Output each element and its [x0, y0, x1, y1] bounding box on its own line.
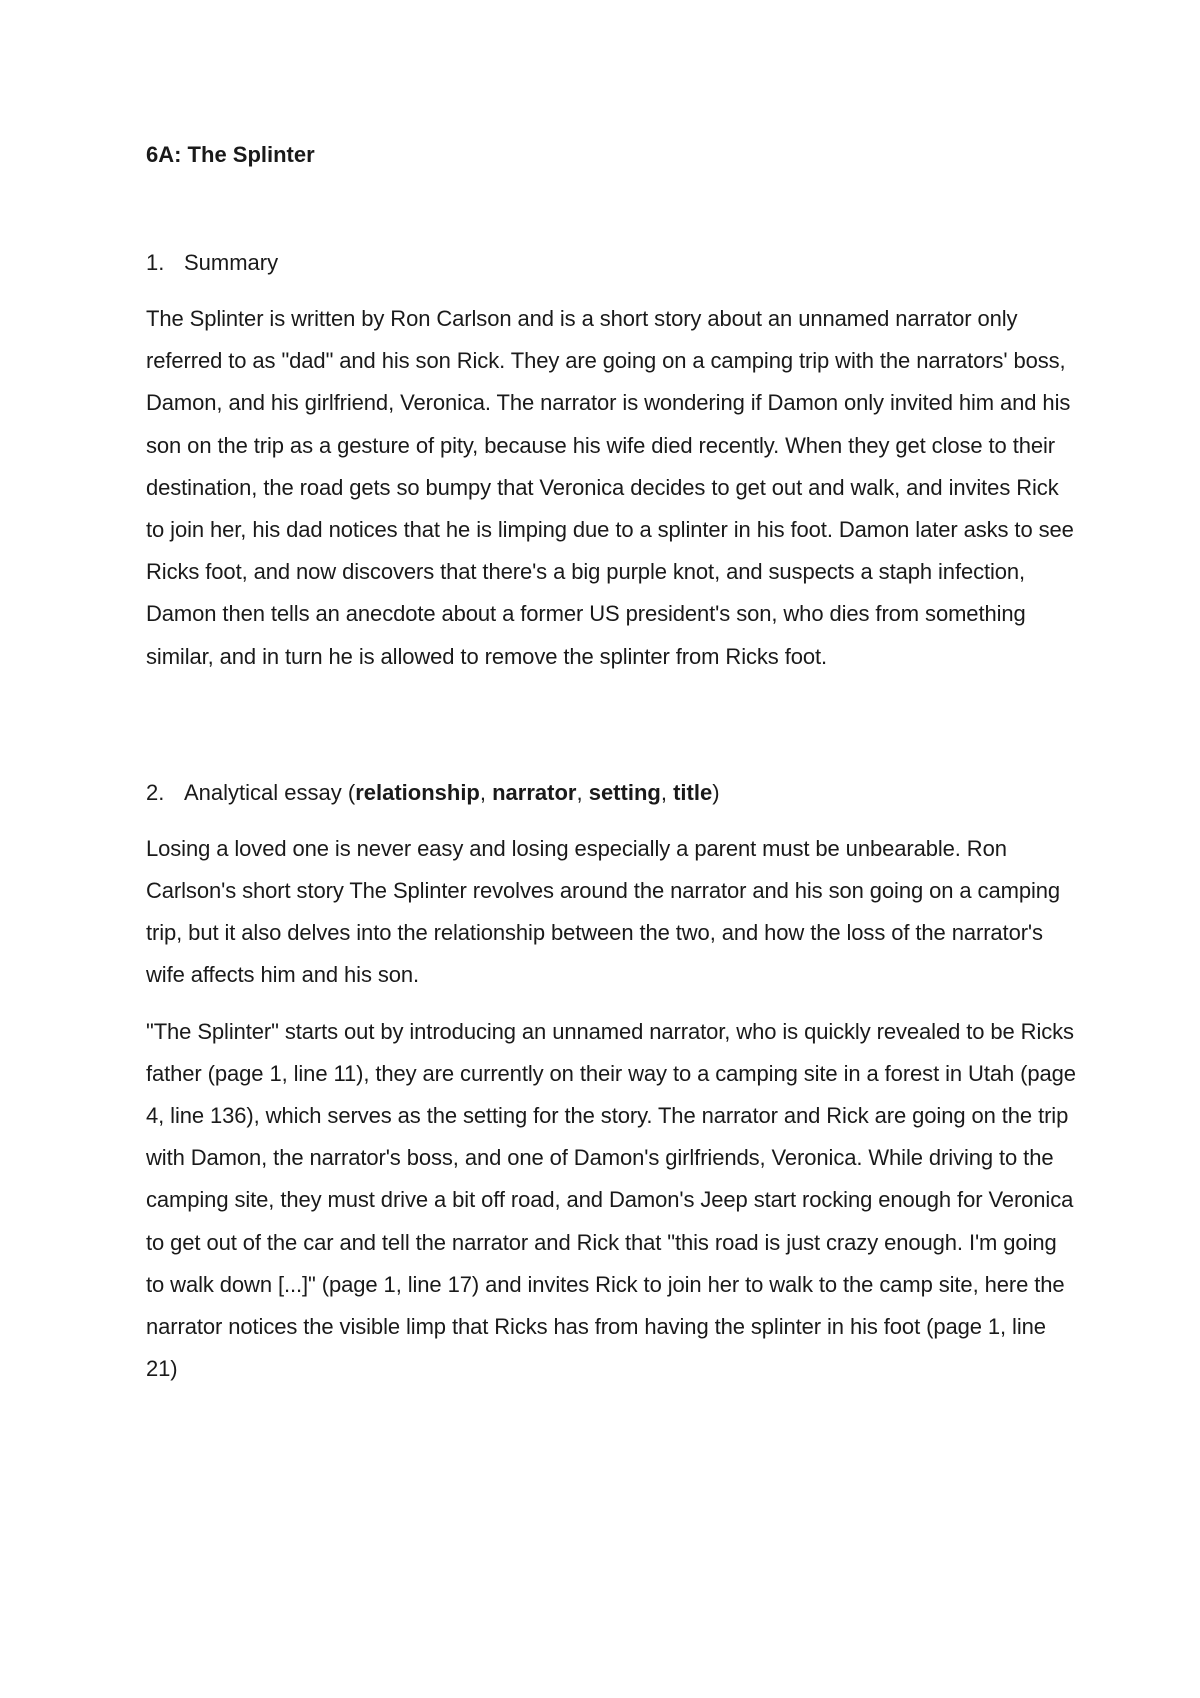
keyword-relationship: relationship [355, 779, 480, 805]
document-page [146, 140, 1076, 1390]
summary-paragraph: The Splinter is written by Ron Carlson and is a short story about an unnamed narrator only referred to as "dad" and his son Rick. They are going on a camping trip with the narrators' boss, Damon, and his girlfriend, Veronica. The narrator is wondering if Damon only invited him and his son on the trip as a gesture of pity, because his wife died recently. When they get close to their destination, the road gets so bumpy that Veronica decides to get out and walk, and invites Rick to join her, his dad notices that he is limping due to a splinter in his foot. Damon later asks to see Ricks foot, and now discovers that there's a big purple knot, and suspects a staph infection, Damon then tells an anecdote about a former US president's son, who dies from something similar, and in turn he is allowed to remove the splinter from Ricks foot. [146, 306, 1074, 669]
document-title: 6A: The Splinter [146, 142, 315, 167]
keyword-separator: , [576, 779, 589, 805]
section-title: Summary [184, 250, 279, 275]
keyword-setting: setting [588, 779, 661, 805]
heading-prefix: Analytical essay ( [184, 779, 356, 805]
essay-paragraph-1: Losing a loved one is never easy and losing especially a parent must be unbearable. Ron Carlson's short story The Splinter revolves around the narrator and his son going on a camping trip, but it also delves into the relationship between the two, and how the loss of the narrator's wife affects him and his son. [146, 835, 1061, 988]
heading-suffix: ) [712, 779, 720, 805]
essay-paragraph-2: "The Splinter" starts out by introducing an unnamed narrator, who is quickly revealed to be Ricks father (page 1, line 11), they are currently on their way to a camping site in a forest in Utah (page 4, line 136), which serves as the setting for the story. The narrator and Rick are going on the trip with Damon, the narrator's boss, and one of Damon's girlfriends, Veronica. While driving to the camping site, they must drive a bit off road, and Damon's Jeep start rocking enough for Veronica to get out of the car and tell the narrator and Rick that "this road is just crazy enough. I'm going to walk down [...]" (page 1, line 17) and invites Rick to join her to walk to the camp site, here the narrator notices the visible limp that Ricks has from having the splinter in his foot (page 1, line 21) [146, 1018, 1076, 1382]
keyword-title: title [673, 779, 713, 805]
keyword-narrator: narrator [492, 779, 577, 805]
section-title [184, 778, 720, 808]
section-heading-summary [146, 248, 1076, 278]
section-heading-analytical-essay [146, 778, 1076, 808]
keyword-separator: , [660, 779, 674, 805]
keyword-separator: , [479, 779, 493, 805]
section-number: 2. [146, 779, 165, 805]
section-number: 1. [146, 250, 165, 275]
